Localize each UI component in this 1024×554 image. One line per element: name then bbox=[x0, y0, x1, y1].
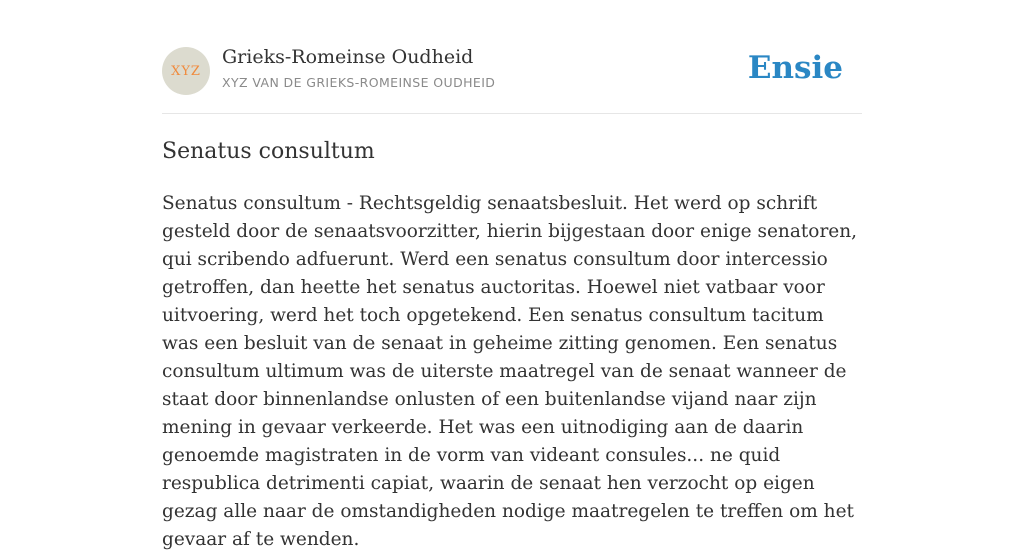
source-subtitle[interactable]: XYZ VAN DE GRIEKS-ROMEINSE OUDHEID bbox=[222, 75, 496, 90]
header-divider bbox=[162, 113, 862, 114]
source-avatar[interactable]: XYZ bbox=[162, 47, 210, 95]
ensie-logo[interactable]: Ensie bbox=[747, 50, 843, 86]
source-title[interactable]: Grieks-Romeinse Oudheid bbox=[222, 46, 474, 68]
article-title: Senatus consultum bbox=[162, 139, 375, 164]
article-body: Senatus consultum - Rechtsgeldig senaatsbesluit. Het werd op schrift gesteld door de senaatsvoorzitter, hierin bijgestaan door enige senatoren, qui scribendo adfuerunt. Werd een senatus consultum door intercessio getroffen, dan heette het senatus auctoritas. Hoewel niet vatbaar voor uitvoering, werd het toch opgetekend. Een senatus consultum tacitum was een besluit van de senaat in geheime zitting genomen. Een senatus consultum ultimum was de uiterste maatregel van de senaat wanneer de staat door binnenlandse onlusten of een buitenlandse vijand naar zijn mening in gevaar verkeerde. Het was een uitnodiging aan de daarin genoemde magistraten in de vorm van videant consules... ne quid respublica detrimenti capiat, waarin de senaat hen verzocht op eigen gezag alle naar de omstandigheden nodige maatregelen te treffen om het gevaar af te wenden. bbox=[162, 193, 858, 550]
source-header bbox=[162, 46, 862, 96]
